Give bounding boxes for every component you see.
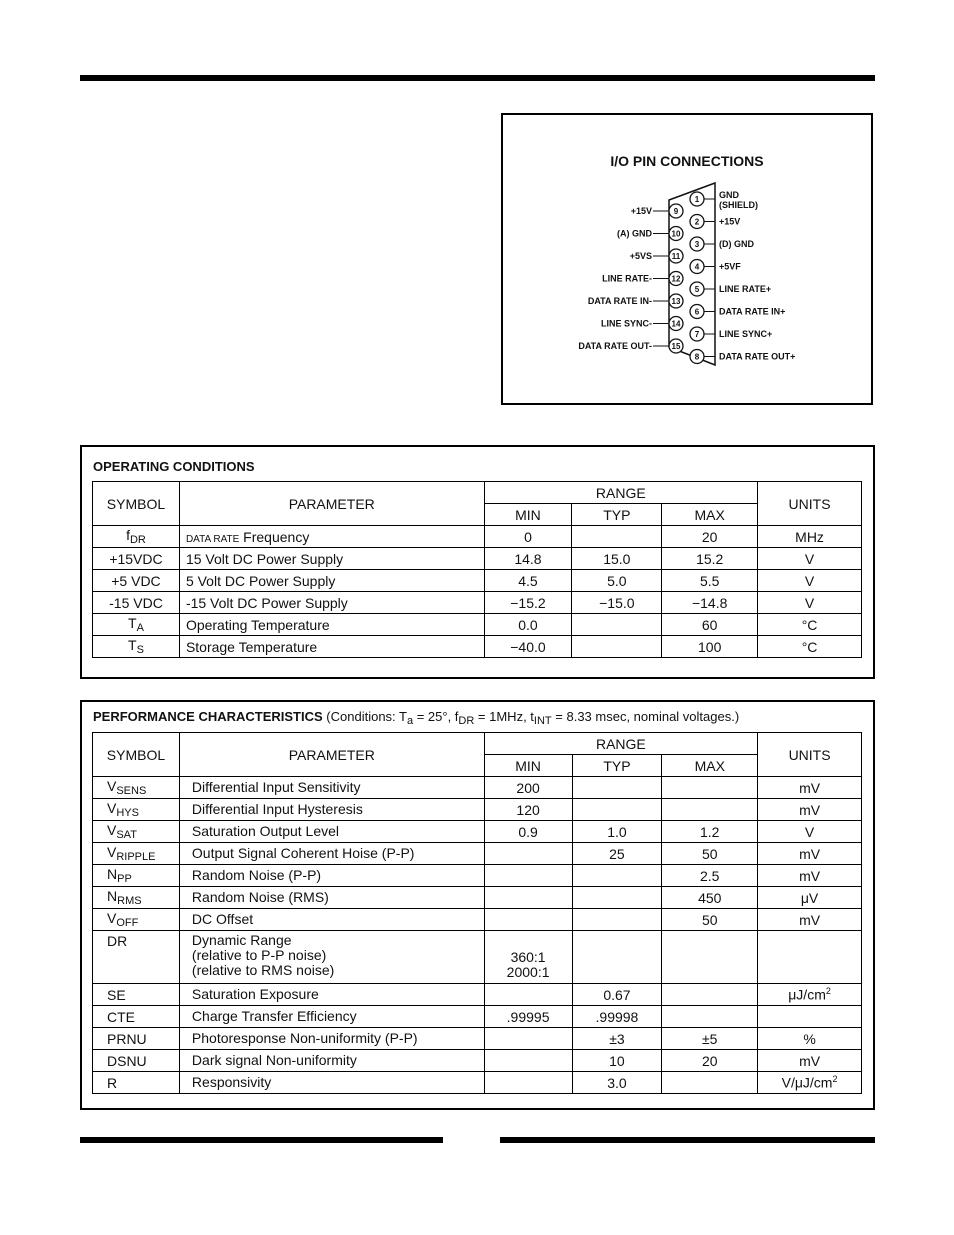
symbol: R xyxy=(107,1074,118,1091)
parameter-line-3: (relative to RMS noise) xyxy=(191,962,335,978)
typ-cell xyxy=(572,777,662,799)
typ-cell xyxy=(572,931,662,984)
min-value: .99995 xyxy=(506,1008,550,1025)
parameter-cell xyxy=(179,1050,484,1072)
typ-value: 0.67 xyxy=(603,986,631,1003)
symbol: SE xyxy=(107,986,126,1003)
symbol-cell xyxy=(93,799,180,821)
min-value: −40.0 xyxy=(510,638,546,655)
typ-value: −15.0 xyxy=(599,594,635,611)
parameter-cell xyxy=(179,636,484,658)
min-cell xyxy=(484,1050,572,1072)
units-value: mV xyxy=(799,911,821,928)
typ-cell xyxy=(572,909,662,931)
parameter: Saturation Exposure xyxy=(191,986,319,1002)
typ-cell xyxy=(572,799,662,821)
min-value: 4.5 xyxy=(518,572,538,589)
col-range: RANGE xyxy=(484,482,758,504)
units-cell xyxy=(758,548,862,570)
pin-number: 14 xyxy=(671,319,681,329)
test-conditions: (Conditions: $T_a = 25^\circ$, $f_{DR} = 1MHz$, $t_{INT} = 8.33$ msec, nominal voltages.) xyxy=(326,709,740,727)
units-cell xyxy=(758,821,862,843)
min-cell xyxy=(484,865,572,887)
parameter: -15 Volt DC Power Supply xyxy=(185,594,348,611)
symbol-cell xyxy=(93,1050,180,1072)
min-value: −15.2 xyxy=(510,594,546,611)
max-cell xyxy=(662,592,758,614)
typ-value: 1.0 xyxy=(607,823,627,840)
pin-number: 9 xyxy=(673,207,679,216)
units-cell xyxy=(758,887,862,909)
parameter-cell xyxy=(179,1028,484,1050)
parameter-cell xyxy=(179,570,484,592)
parameter-cell xyxy=(179,821,484,843)
units-cell xyxy=(758,984,862,1006)
symbol-cell xyxy=(93,843,180,865)
max-value: 50 xyxy=(701,911,718,928)
symbol-cell xyxy=(93,526,180,548)
min-cell xyxy=(484,984,572,1006)
max-cell xyxy=(662,777,758,799)
symbol-cell xyxy=(93,984,180,1006)
units-cell xyxy=(758,909,862,931)
units-value: μJ/cm xyxy=(788,986,826,1003)
min-cell xyxy=(484,843,572,865)
parameter-cell xyxy=(179,865,484,887)
pin-connections-panel xyxy=(501,113,873,405)
max-value: 50 xyxy=(701,845,718,862)
table-row xyxy=(93,843,862,865)
symbol-subscript: SENS xyxy=(116,785,147,797)
typ-value: 15.0 xyxy=(603,550,631,567)
units-cell xyxy=(758,1050,862,1072)
symbol-cell xyxy=(93,614,180,636)
max-value: 450 xyxy=(698,889,722,906)
pin-label: +15V xyxy=(719,216,741,227)
min-cell xyxy=(484,1072,572,1094)
col-range: RANGE xyxy=(484,733,757,755)
min-cell xyxy=(484,614,572,636)
min-value: 120 xyxy=(516,801,540,818)
parameter: Random Noise (P-P) xyxy=(191,867,322,883)
symbol: PRNU xyxy=(107,1030,147,1047)
max-cell xyxy=(662,887,758,909)
max-value: 60 xyxy=(701,616,718,633)
max-cell xyxy=(662,1050,758,1072)
parameter: Saturation Output Level xyxy=(191,823,340,839)
min-value: 200 xyxy=(516,779,540,796)
pin-label: (D) GND xyxy=(719,239,754,249)
typ-value: 3.0 xyxy=(607,1074,627,1091)
units-value: μV xyxy=(800,889,819,906)
symbol-cell xyxy=(93,592,180,614)
units-superscript: 2 xyxy=(832,1074,838,1085)
symbol-subscript: OFF xyxy=(116,917,139,929)
parameter-cell xyxy=(179,984,484,1006)
pin-number: 8 xyxy=(694,352,700,362)
symbol: f xyxy=(126,527,130,543)
table-row xyxy=(93,592,862,614)
max-cell xyxy=(662,865,758,887)
parameter: Differential Input Sensitivity xyxy=(191,779,361,795)
operating-conditions-table xyxy=(92,481,862,658)
symbol-cell xyxy=(93,570,180,592)
min-cell xyxy=(484,799,572,821)
max-cell xyxy=(662,636,758,658)
parameter-cell xyxy=(179,931,484,984)
max-cell xyxy=(662,1028,758,1050)
symbol: -15 VDC xyxy=(109,594,163,611)
parameter: Responsivity xyxy=(191,1074,272,1090)
typ-cell xyxy=(572,526,662,548)
symbol: CTE xyxy=(107,1008,135,1025)
symbol-subscript: A xyxy=(136,622,144,634)
table-row xyxy=(93,931,862,984)
symbol-subscript: PP xyxy=(117,873,132,885)
max-value: ±5 xyxy=(702,1030,718,1047)
symbol: V xyxy=(107,910,117,926)
min-cell xyxy=(484,570,572,592)
min-cell xyxy=(484,931,572,984)
bottom-rule-right xyxy=(500,1137,875,1143)
pin-label: +15V xyxy=(630,206,652,216)
symbol-cell xyxy=(93,821,180,843)
col-units: UNITS xyxy=(758,733,862,777)
typ-cell xyxy=(572,865,662,887)
max-value: 15.2 xyxy=(696,550,724,567)
symbol-cell xyxy=(93,777,180,799)
typ-cell xyxy=(572,887,662,909)
min-value: 0 xyxy=(524,528,532,545)
typ-value: 25 xyxy=(609,845,625,862)
units-value: mV xyxy=(799,867,821,884)
parameter-prefix: DATA RATE xyxy=(185,533,240,545)
pin-number: 13 xyxy=(671,297,681,306)
max-cell xyxy=(662,931,758,984)
typ-cell xyxy=(572,614,662,636)
table-row xyxy=(93,821,862,843)
typ-value: .99998 xyxy=(595,1008,639,1025)
units-cell xyxy=(758,843,862,865)
min-value: 0.0 xyxy=(518,616,538,633)
typ-value: ±3 xyxy=(609,1030,625,1047)
parameter: Storage Temperature xyxy=(185,638,318,655)
typ-cell xyxy=(572,570,662,592)
max-cell xyxy=(662,1006,758,1028)
units-cell xyxy=(758,799,862,821)
parameter: Differential Input Hysteresis xyxy=(191,801,363,817)
min-cell xyxy=(484,821,572,843)
typ-cell xyxy=(572,636,662,658)
max-value: −14.8 xyxy=(691,594,728,611)
max-cell xyxy=(662,984,758,1006)
pin-number: 7 xyxy=(694,330,700,339)
typ-cell xyxy=(572,1028,662,1050)
symbol: N xyxy=(107,888,118,904)
max-cell xyxy=(662,1072,758,1094)
parameter-cell xyxy=(179,843,484,865)
table-row xyxy=(93,887,862,909)
parameter-cell xyxy=(179,909,484,931)
typ-value: 10 xyxy=(609,1052,625,1069)
symbol: DSNU xyxy=(107,1052,147,1069)
min-cell xyxy=(484,909,572,931)
table-row xyxy=(93,777,862,799)
max-cell xyxy=(662,614,758,636)
min-value: 0.9 xyxy=(518,823,538,840)
parameter: Photoresponse Non-uniformity (P-P) xyxy=(191,1030,418,1046)
parameter-cell xyxy=(179,799,484,821)
units-value: V xyxy=(804,572,815,589)
min-value: 14.8 xyxy=(514,550,542,567)
symbol-cell xyxy=(93,1072,180,1094)
symbol-cell xyxy=(93,909,180,931)
units-cell xyxy=(758,636,862,658)
parameter: DC Offset xyxy=(191,911,254,927)
units-cell xyxy=(758,526,862,548)
col-typ: TYP xyxy=(572,755,662,777)
parameter: Dynamic Range xyxy=(191,932,292,948)
col-symbol: SYMBOL xyxy=(93,733,180,777)
symbol-subscript: RMS xyxy=(117,895,142,907)
symbol: +5 VDC xyxy=(111,572,161,589)
parameter: Frequency xyxy=(239,528,310,545)
pin-connections-title: I/O PIN CONNECTIONS xyxy=(610,153,764,169)
symbol-subscript: DR xyxy=(129,534,146,546)
max-value: 100 xyxy=(698,638,722,655)
units-value: V xyxy=(804,594,815,611)
min-value-2: 2000:1 xyxy=(506,964,550,980)
table-row xyxy=(93,614,862,636)
units-cell xyxy=(758,1072,862,1094)
units-cell xyxy=(758,1028,862,1050)
symbol-cell xyxy=(93,636,180,658)
typ-cell xyxy=(572,843,662,865)
min-cell xyxy=(484,526,572,548)
parameter: Charge Transfer Efficiency xyxy=(191,1008,357,1024)
pin-label: DATA RATE OUT- xyxy=(578,341,652,351)
operating-conditions-title: OPERATING CONDITIONS xyxy=(93,459,255,474)
pin-label: +5VF xyxy=(719,261,741,272)
symbol: T xyxy=(128,637,137,653)
table-row xyxy=(93,1006,862,1028)
operating-conditions-panel xyxy=(80,445,875,679)
pin-number: 10 xyxy=(671,229,681,239)
typ-cell xyxy=(572,984,662,1006)
col-parameter: PARAMETER xyxy=(179,733,484,777)
typ-cell xyxy=(572,592,662,614)
parameter-cell xyxy=(179,548,484,570)
symbol: V xyxy=(107,844,117,860)
pin-label: DATA RATE IN+ xyxy=(719,306,786,317)
top-rule xyxy=(80,75,875,81)
units-value: % xyxy=(803,1030,816,1047)
symbol: +15VDC xyxy=(109,550,163,567)
units-value: MHz xyxy=(795,528,824,545)
pin-number: 5 xyxy=(694,285,700,294)
parameter: 5 Volt DC Power Supply xyxy=(185,572,336,589)
pin-number: 15 xyxy=(671,342,681,351)
units-value: °C xyxy=(801,638,818,655)
min-cell xyxy=(484,636,572,658)
parameter-cell xyxy=(179,1072,484,1094)
units-cell xyxy=(758,570,862,592)
pin-number: 1 xyxy=(694,195,700,204)
symbol: V xyxy=(107,822,117,838)
parameter-cell xyxy=(179,777,484,799)
db15-connector-diagram xyxy=(503,115,871,403)
max-value: 1.2 xyxy=(700,823,720,840)
parameter-cell xyxy=(179,614,484,636)
units-cell xyxy=(758,1006,862,1028)
symbol-cell xyxy=(93,1028,180,1050)
col-parameter: PARAMETER xyxy=(179,482,484,526)
pin-label: LINE RATE+ xyxy=(719,284,772,294)
parameter-line-2: (relative to P-P noise) xyxy=(191,947,327,963)
pin-number: 6 xyxy=(694,307,700,317)
pin-label: +5VS xyxy=(629,251,652,261)
table-row xyxy=(93,570,862,592)
max-value: 20 xyxy=(701,528,718,545)
units-cell xyxy=(758,777,862,799)
pin-number: 4 xyxy=(694,262,700,272)
col-max: MAX xyxy=(662,755,758,777)
table-row xyxy=(93,1028,862,1050)
performance-characteristics-table xyxy=(92,732,862,1094)
max-cell xyxy=(662,843,758,865)
units-cell xyxy=(758,931,862,984)
table-row xyxy=(93,865,862,887)
units-superscript: 2 xyxy=(825,986,831,997)
typ-cell xyxy=(572,1050,662,1072)
parameter: Dark signal Non-uniformity xyxy=(191,1052,357,1068)
units-value: mV xyxy=(799,801,821,818)
pin-label: GND xyxy=(719,190,739,200)
performance-characteristics-panel xyxy=(80,700,875,1110)
units-cell xyxy=(758,592,862,614)
parameter: Output Signal Coherent Hoise (P-P) xyxy=(191,845,415,861)
table-row xyxy=(93,799,862,821)
pin-label: LINE SYNC- xyxy=(600,318,652,329)
symbol-subscript: SAT xyxy=(116,829,137,841)
col-typ: TYP xyxy=(572,504,662,526)
parameter: 15 Volt DC Power Supply xyxy=(185,550,344,567)
typ-cell xyxy=(572,821,662,843)
symbol: DR xyxy=(107,933,128,949)
max-cell xyxy=(662,526,758,548)
col-max: MAX xyxy=(662,504,758,526)
units-value: mV xyxy=(799,1052,821,1069)
parameter-cell xyxy=(179,526,484,548)
units-value: °C xyxy=(801,616,818,633)
max-cell xyxy=(662,570,758,592)
col-units: UNITS xyxy=(758,482,862,526)
typ-cell xyxy=(572,1006,662,1028)
max-cell xyxy=(662,909,758,931)
units-value: V xyxy=(804,550,815,567)
min-cell xyxy=(484,548,572,570)
parameter-cell xyxy=(179,887,484,909)
pin-label-2: (SHIELD) xyxy=(719,200,758,210)
typ-cell xyxy=(572,548,662,570)
pin-number: 12 xyxy=(671,274,681,284)
symbol-subscript: HYS xyxy=(116,807,139,819)
pin-number: 3 xyxy=(694,240,700,249)
symbol-cell xyxy=(93,1006,180,1028)
parameter-cell xyxy=(179,1006,484,1028)
symbol-cell xyxy=(93,865,180,887)
max-value: 2.5 xyxy=(700,867,720,884)
table-row xyxy=(93,636,862,658)
min-cell xyxy=(484,592,572,614)
typ-cell xyxy=(572,1072,662,1094)
symbol-subscript: S xyxy=(136,644,144,656)
table-row xyxy=(93,909,862,931)
symbol-cell xyxy=(93,931,180,984)
performance-characteristics-title: PERFORMANCE CHARACTERISTICS (Conditions: $T_a = 25^\circ$, $f_{DR} = 1MHz$, $t_{INT} = 8.33$ msec, nominal voltages.) xyxy=(93,709,740,727)
symbol-subscript: RIPPLE xyxy=(116,851,156,863)
table-row xyxy=(93,984,862,1006)
symbol-cell xyxy=(93,548,180,570)
pin-number: 11 xyxy=(671,252,681,261)
col-symbol: SYMBOL xyxy=(93,482,180,526)
table-row xyxy=(93,1072,862,1094)
table-row xyxy=(93,526,862,548)
col-min: MIN xyxy=(484,504,572,526)
min-cell xyxy=(484,887,572,909)
max-cell xyxy=(662,799,758,821)
min-cell xyxy=(484,1028,572,1050)
symbol: V xyxy=(107,800,117,816)
min-cell xyxy=(484,777,572,799)
symbol: T xyxy=(128,615,137,631)
symbol-cell xyxy=(93,887,180,909)
min-value: 360:1 xyxy=(510,949,546,965)
pin-label: LINE SYNC+ xyxy=(719,329,773,339)
pin-label: DATA RATE OUT+ xyxy=(719,351,796,362)
units-value: mV xyxy=(799,779,821,796)
typ-value: 5.0 xyxy=(607,572,627,589)
max-value: 5.5 xyxy=(699,572,720,589)
symbol: V xyxy=(107,778,117,794)
units-value: mV xyxy=(799,845,821,862)
parameter: Operating Temperature xyxy=(185,616,330,633)
units-cell xyxy=(758,614,862,636)
bottom-rule-left xyxy=(80,1137,443,1143)
units-cell xyxy=(758,865,862,887)
units-value: V/μJ/cm xyxy=(781,1074,833,1091)
symbol: N xyxy=(107,866,118,882)
parameter: Random Noise (RMS) xyxy=(191,889,329,905)
max-cell xyxy=(662,548,758,570)
min-cell xyxy=(484,1006,572,1028)
parameter-cell xyxy=(179,592,484,614)
col-min: MIN xyxy=(484,755,572,777)
units-value: V xyxy=(804,823,815,840)
table-row xyxy=(93,548,862,570)
pin-label: (A) GND xyxy=(617,228,652,239)
table-row xyxy=(93,1050,862,1072)
pin-label: DATA RATE IN- xyxy=(587,296,652,306)
pin-label: LINE RATE- xyxy=(602,273,652,284)
max-value: 20 xyxy=(701,1052,718,1069)
max-cell xyxy=(662,821,758,843)
pin-number: 2 xyxy=(694,217,700,227)
